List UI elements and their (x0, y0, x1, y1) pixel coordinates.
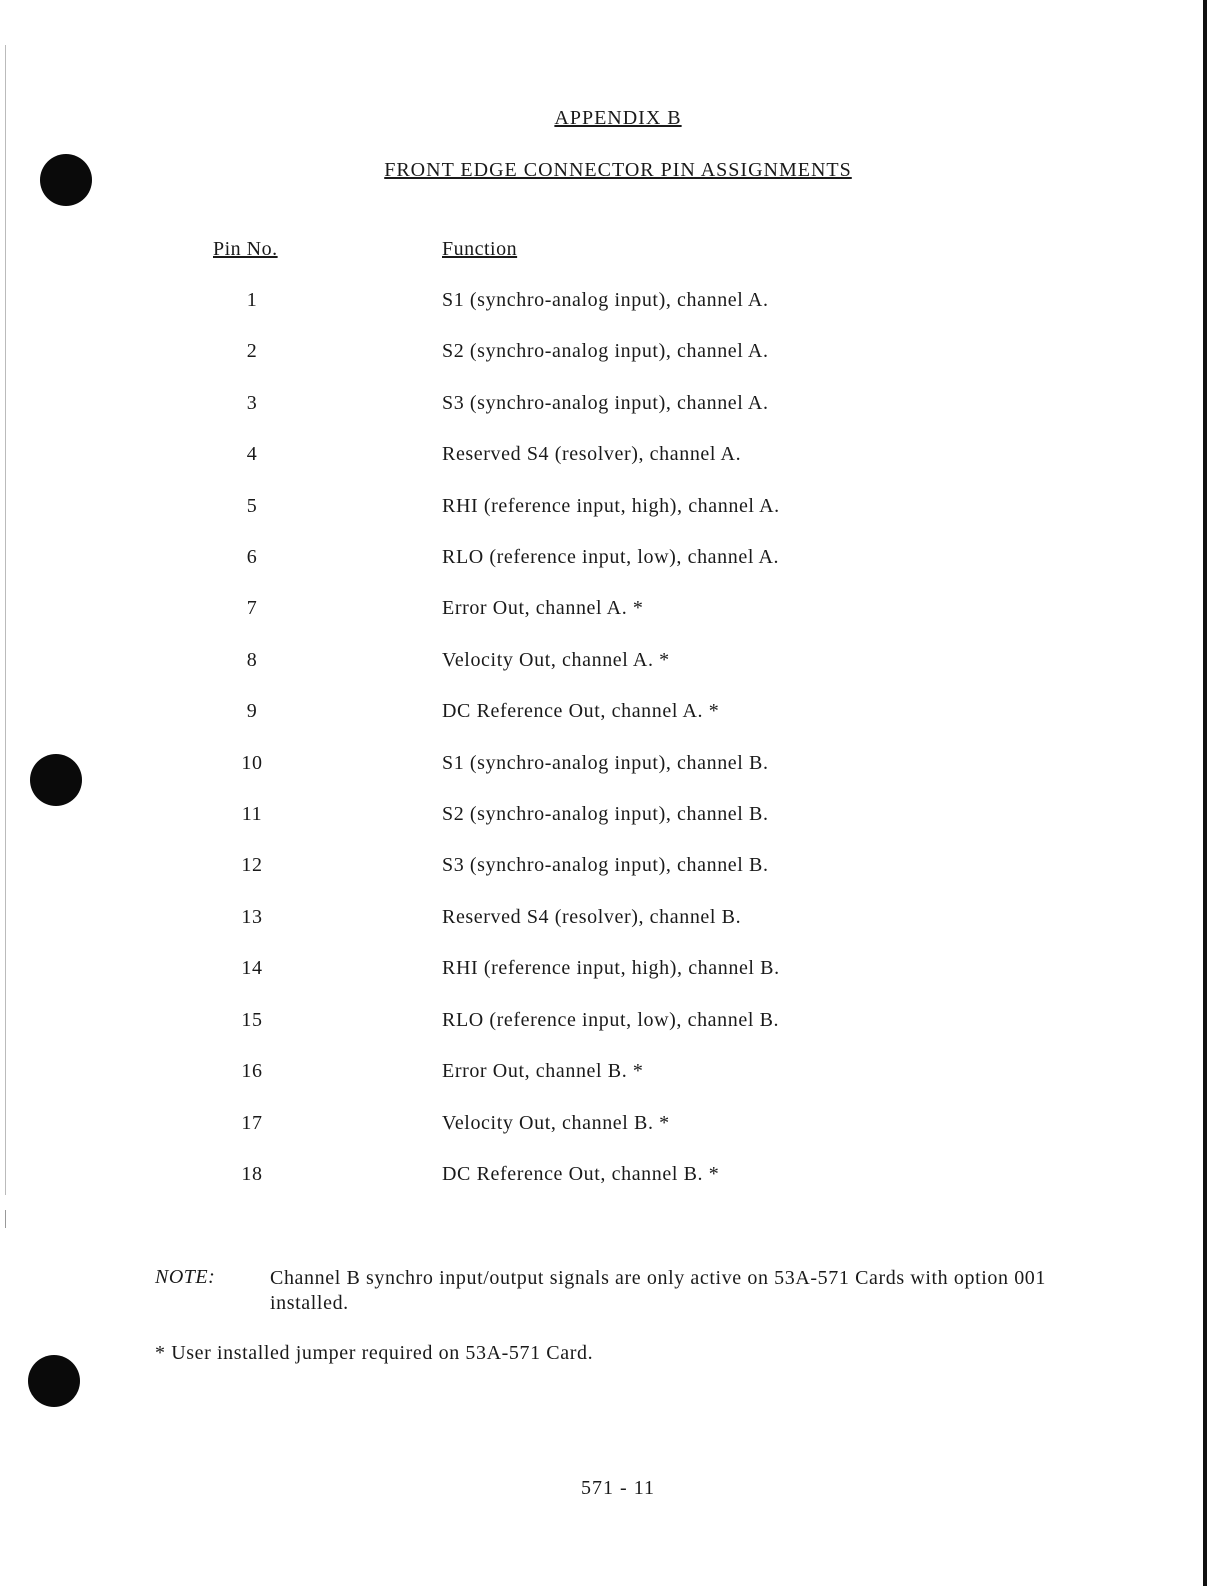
pin-function: S1 (synchro-analog input), channel B. (442, 752, 769, 774)
table-row (0, 495, 1224, 521)
table-row (0, 289, 1224, 315)
table-row (0, 546, 1224, 572)
appendix-title: APPENDIX B (554, 107, 682, 129)
table-row (0, 803, 1224, 829)
table-row (0, 649, 1224, 675)
pin-number: 14 (241, 957, 263, 979)
pin-number: 9 (246, 700, 258, 722)
pin-function: S2 (synchro-analog input), channel B. (442, 803, 769, 825)
scan-edge-border (1203, 0, 1207, 1586)
footnote: * User installed jumper required on 53A-571 Card. (155, 1342, 594, 1364)
table-row (0, 1009, 1224, 1035)
pin-number: 6 (246, 546, 258, 568)
page-number: 571 - 11 (581, 1477, 655, 1499)
pin-function: RHI (reference input, high), channel B. (442, 957, 780, 979)
table-row (0, 1163, 1224, 1189)
pin-function: RLO (reference input, low), channel B. (442, 1009, 780, 1031)
scan-edge-line (5, 1210, 6, 1228)
note-text: Channel B synchro input/output signals are only active on 53A-571 Cards with option 001 installed. (270, 1267, 1046, 1314)
pin-number: 8 (246, 649, 258, 671)
table-row (0, 752, 1224, 778)
section-title: FRONT EDGE CONNECTOR PIN ASSIGNMENTS (384, 159, 852, 181)
pin-number: 15 (241, 1009, 263, 1031)
pin-function: Reserved S4 (resolver), channel B. (442, 906, 742, 928)
table-row (0, 392, 1224, 418)
pin-function: S3 (synchro-analog input), channel B. (442, 854, 769, 876)
table-row (0, 906, 1224, 932)
pin-function: DC Reference Out, channel B. * (442, 1163, 720, 1185)
pin-function: S1 (synchro-analog input), channel A. (442, 289, 769, 311)
pin-function: RHI (reference input, high), channel A. (442, 495, 780, 517)
pin-number: 11 (241, 803, 263, 825)
pin-number: 13 (241, 906, 263, 928)
note-label: NOTE: (155, 1266, 216, 1288)
pin-function: Error Out, channel B. * (442, 1060, 644, 1082)
table-row (0, 340, 1224, 366)
pin-number: 18 (241, 1163, 263, 1185)
pin-function: RLO (reference input, low), channel A. (442, 546, 780, 568)
pin-number: 17 (241, 1112, 263, 1134)
table-row (0, 597, 1224, 623)
pin-function: Error Out, channel A. * (442, 597, 644, 619)
pin-number: 2 (246, 340, 258, 362)
pin-function: Velocity Out, channel B. * (442, 1112, 670, 1134)
pin-number: 7 (246, 597, 258, 619)
function-column-header: Function (442, 238, 518, 260)
pin-column-header: Pin No. (213, 238, 278, 260)
table-row (0, 1112, 1224, 1138)
pin-number: 1 (246, 289, 258, 311)
pin-function: S3 (synchro-analog input), channel A. (442, 392, 769, 414)
pin-number: 12 (241, 854, 263, 876)
pin-number: 16 (241, 1060, 263, 1082)
punch-hole-icon (28, 1355, 80, 1407)
pin-number: 4 (246, 443, 258, 465)
pin-function: DC Reference Out, channel A. * (442, 700, 720, 722)
pin-number: 3 (246, 392, 258, 414)
pin-function: Reserved S4 (resolver), channel A. (442, 443, 742, 465)
table-row (0, 1060, 1224, 1086)
pin-number: 10 (241, 752, 263, 774)
pin-function: Velocity Out, channel A. * (442, 649, 670, 671)
pin-number: 5 (246, 495, 258, 517)
table-row (0, 443, 1224, 469)
table-row (0, 957, 1224, 983)
pin-function: S2 (synchro-analog input), channel A. (442, 340, 769, 362)
table-row (0, 854, 1224, 880)
table-row (0, 700, 1224, 726)
